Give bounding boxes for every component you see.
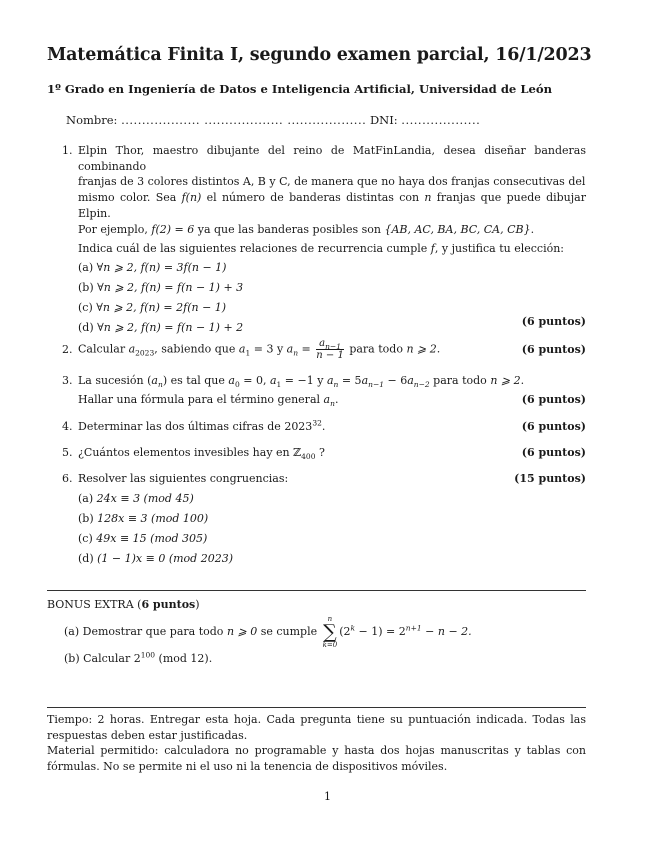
points-badge: (6 puntos) <box>521 315 586 328</box>
student-fields <box>66 113 586 127</box>
option-c: (c) 49x ≡ 15 (mod 305) <box>78 531 208 545</box>
points-badge: (6 puntos) <box>521 446 586 459</box>
dni-label: DNI: <box>369 113 398 127</box>
points-badge: (6 puntos) <box>521 343 586 356</box>
question-3: 3. La sucesión $(a_n)$ es tal que $a_0 = 0$, $a_1 = -1$ y $a_n = 5a_{n-1} - 6a_{n-2}$ para todo n ⩾ 2. Hallar una fórmula para el término general $a_n$. (6 puntos) <box>62 374 586 408</box>
sum-symbol: n ∑ k=0 <box>322 615 338 649</box>
bonus-item-b: (b) Calcular $2^{100}$ (mod 12). <box>64 650 213 665</box>
question-4: 4. Determinar las dos últimas cifras de 2023$^{32}$. (6 puntos) <box>62 418 586 433</box>
question-number: 2. <box>62 343 73 356</box>
option-c: (c) ∀n ⩾ 2, f(n) = 2f(n − 1) <box>78 300 227 314</box>
question-number: 4. <box>62 420 73 433</box>
question-5: 5. ¿Cuántos elementos invesibles hay en ℤ$_{400}$ ? (6 puntos) <box>62 446 586 462</box>
option-d: (d) ∀n ⩾ 2, f(n) = f(n − 1) + 2 <box>78 320 244 334</box>
question-number: 6. <box>62 472 73 485</box>
points-badge: (6 puntos) <box>521 420 586 433</box>
footer-time-note: Tiempo: 2 horas. Entregar esta hoja. Cada pregunta tiene su puntuación indicada. Todas las respuestas deben estar justificadas. <box>47 713 586 742</box>
question-1 <box>62 143 586 336</box>
question-number: 5. <box>62 446 73 459</box>
question-2: 2. Calcular $a_{2023}$, sabiendo que $a_1 = 3$ y $a_n$ = $\frac{a_{n-1}}{n - 1}$ para todo n ⩾ 2. (6 puntos) <box>62 338 586 361</box>
footer-material-note: Material permitido: calculadora no programable y hasta dos hojas manuscritas y tablas con fórmulas. No se permite ni el uso ni la tenencia de dispositivos móviles. <box>47 744 586 773</box>
footer-notes <box>47 712 586 774</box>
dni-field[interactable]: ................... <box>401 113 481 127</box>
question-prompt: Indica cuál de las siguientes relaciones de recurrencia cumple f, y justifica tu elección: <box>78 242 565 256</box>
name-label: Nombre: <box>66 113 118 127</box>
option-b: (b) ∀n ⩾ 2, f(n) = f(n − 1) + 3 <box>78 280 244 294</box>
option-d: (d) (1 − 1)x ≡ 0 (mod 2023) <box>78 551 233 565</box>
divider <box>47 590 586 591</box>
exam-title: Matemática Finita I, segundo examen parcial, 16/1/2023 <box>47 45 592 65</box>
option-a: (a) 24x ≡ 3 (mod 45) <box>78 491 194 505</box>
page-number: 1 <box>324 790 331 803</box>
bonus-heading: BONUS EXTRA (6 puntos) <box>47 598 200 611</box>
option-list <box>78 491 586 567</box>
question-6: 6. Resolver las siguientes congruencias: (a) 24x ≡ 3 (mod 45) (b) 128x ≡ 3 (mod 100) (c) 49x ≡ 15 (mod 305) (d) (1 − 1)x ≡ 0 (mod 2023) (15 puntos) <box>62 472 586 565</box>
bonus-section <box>47 597 586 667</box>
points-badge: (6 puntos) <box>521 393 586 406</box>
option-b: (b) 128x ≡ 3 (mod 100) <box>78 511 209 525</box>
option-list <box>78 260 586 336</box>
fraction: $\frac{a_{n-1}}{n - 1}$ <box>316 338 344 361</box>
question-number: 1. <box>62 144 73 157</box>
exam-subtitle: 1º Grado en Ingeniería de Datos e Inteligencia Artificial, Universidad de León <box>47 82 553 96</box>
bonus-item-a: (a) Demostrar que para todo n ⩾ 0 se cumple n ∑ k=0 $(2^k - 1) = 2^{n+1} - n - 2$. <box>64 615 472 649</box>
divider <box>47 707 586 708</box>
question-text: Elpin Thor, maestro dibujante del reino de MatFinLandia, desea diseñar banderas combinando franjas de 3 colores distintos A, B y C, de manera que no haya dos franjas consecutivas del mismo color. Sea f(n) el número de banderas distintas con n franjas que puede dibujar Elpin. Por ejemplo, f(2) = 6 ya que las banderas posibles son {AB, AC, BA, BC, CA, CB}. <box>78 144 586 236</box>
question-text: La sucesión $(a_n)$ es tal que $a_0 = 0$, $a_1 = -1$ y $a_n = 5a_{n-1} - 6a_{n-2}$ para todo n ⩾ 2. <box>78 374 525 390</box>
name-field[interactable]: ................... ................... ................... <box>121 113 367 127</box>
question-number: 3. <box>62 374 73 387</box>
points-badge: (15 puntos) <box>514 472 586 485</box>
option-a: (a) ∀n ⩾ 2, f(n) = 3f(n − 1) <box>78 260 227 274</box>
